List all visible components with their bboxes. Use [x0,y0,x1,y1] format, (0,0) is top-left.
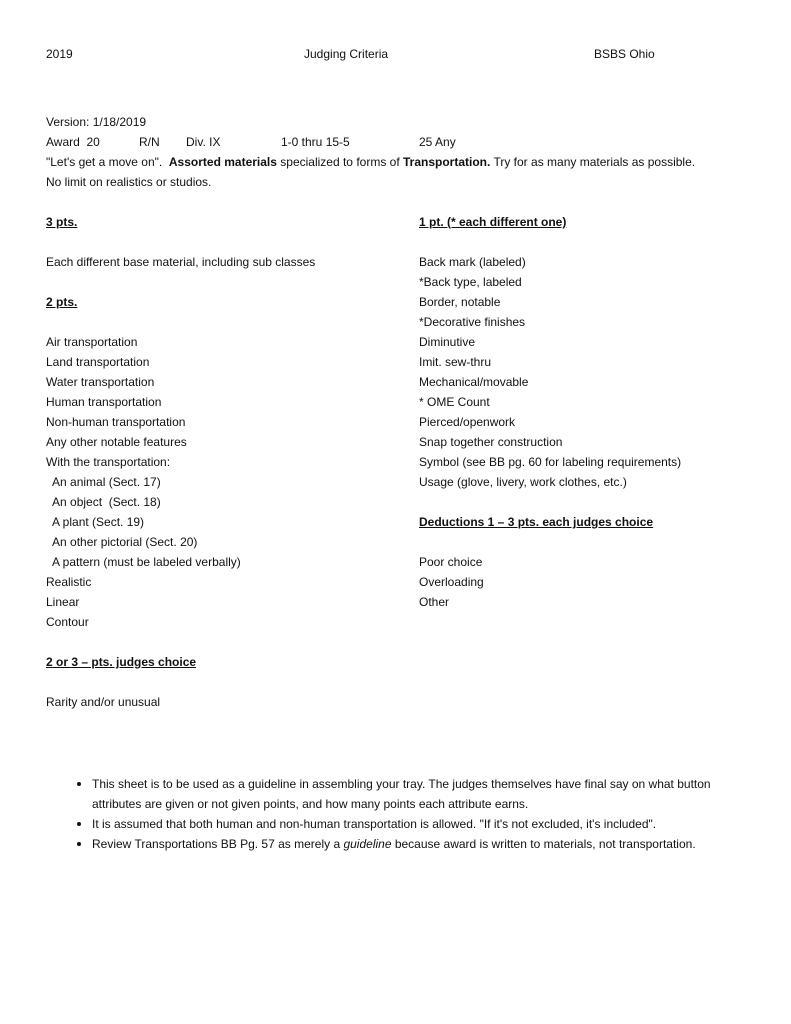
list-item: Non-human transportation [46,415,186,429]
list-item: Linear [46,595,80,609]
list-item: Contour [46,615,89,629]
pt1-list [419,252,681,492]
award-count: 25 Any [419,135,456,149]
list-item: An animal (Sect. 17) [46,475,161,489]
desc-part-2: specialized to forms of [276,155,403,169]
desc-bold-materials: Assorted materials [168,155,277,169]
list-item: Usage (glove, livery, work clothes, etc.) [419,475,627,489]
list-item: Diminutive [419,335,476,349]
list-item: Overloading [419,575,484,589]
note-3-text: Review Transportations BB Pg. 57 as merely a [92,837,344,851]
desc-part-3: Try for as many materials as possible. [490,155,696,169]
list-item: Pierced/openwork [419,415,516,429]
list-item: Poor choice [419,555,483,569]
list-item: An other pictorial (Sect. 20) [46,535,198,549]
pts2-heading: 2 pts. [46,295,78,309]
list-item: Any other notable features [46,435,187,449]
note-3-emphasis: guideline [343,837,392,851]
list-item: Other [419,595,450,609]
list-item: Symbol (see BB pg. 60 for labeling requirements) [419,455,682,469]
list-item: Imit. sew-thru [419,355,492,369]
award-number: Award 20 [46,135,100,149]
list-item: Land transportation [46,355,150,369]
list-item: Mechanical/movable [419,375,529,389]
list-item: *Decorative finishes [419,315,526,329]
desc-part-1: "Let's get a move on". [46,155,169,169]
pts3-heading: 3 pts. [46,215,78,229]
note-3-text-end: because award is written to materials, not transportation. [391,837,696,851]
list-item: * OME Count [419,395,490,409]
header-year: 2019 [46,47,73,61]
deductions-list [419,552,484,612]
deductions-heading: Deductions 1 – 3 pts. each judges choice [419,515,654,529]
list-item: An object (Sect. 18) [46,495,161,509]
list-item: Air transportation [46,335,138,349]
pts23-item: Rarity and/or unusual [46,695,161,709]
award-sizes: 1-0 thru 15-5 [281,135,350,149]
header-title: Judging Criteria [304,47,389,61]
notes-list [70,774,752,854]
list-item: Back mark (labeled) [419,255,526,269]
list-item: With the transportation: [46,455,171,469]
pts23-heading: 2 or 3 – pts. judges choice [46,655,197,669]
list-item: Human transportation [46,395,162,409]
list-item: A plant (Sect. 19) [46,515,145,529]
pt1-heading: 1 pt. (* each different one) [419,215,567,229]
note-item [92,834,752,854]
award-description [46,152,695,172]
desc-bold-transportation: Transportation. [403,155,491,169]
list-item: A pattern (must be labeled verbally) [46,555,241,569]
header-org: BSBS Ohio [594,47,655,61]
list-item: Water transportation [46,375,155,389]
note-item: • This sheet is to be used as a guideline in assembling your tray. The judges themselves have final say on what button attributes are given or not given points, and how many points each attribute earns. [92,774,752,814]
list-item: Border, notable [419,295,501,309]
award-division: Div. IX [186,135,221,149]
list-item: *Back type, labeled [419,275,522,289]
note-item: • It is assumed that both human and non-human transportation is allowed. "If it's not excluded, it's included". [92,814,752,834]
list-item: Realistic [46,575,92,589]
award-rn: R/N [139,135,160,149]
pts3-item: Each different base material, including sub classes [46,255,316,269]
award-description-line2: No limit on realistics or studios. [46,175,212,189]
pts2-list [46,332,241,632]
version-line: Version: 1/18/2019 [46,115,147,129]
list-item: Snap together construction [419,435,563,449]
